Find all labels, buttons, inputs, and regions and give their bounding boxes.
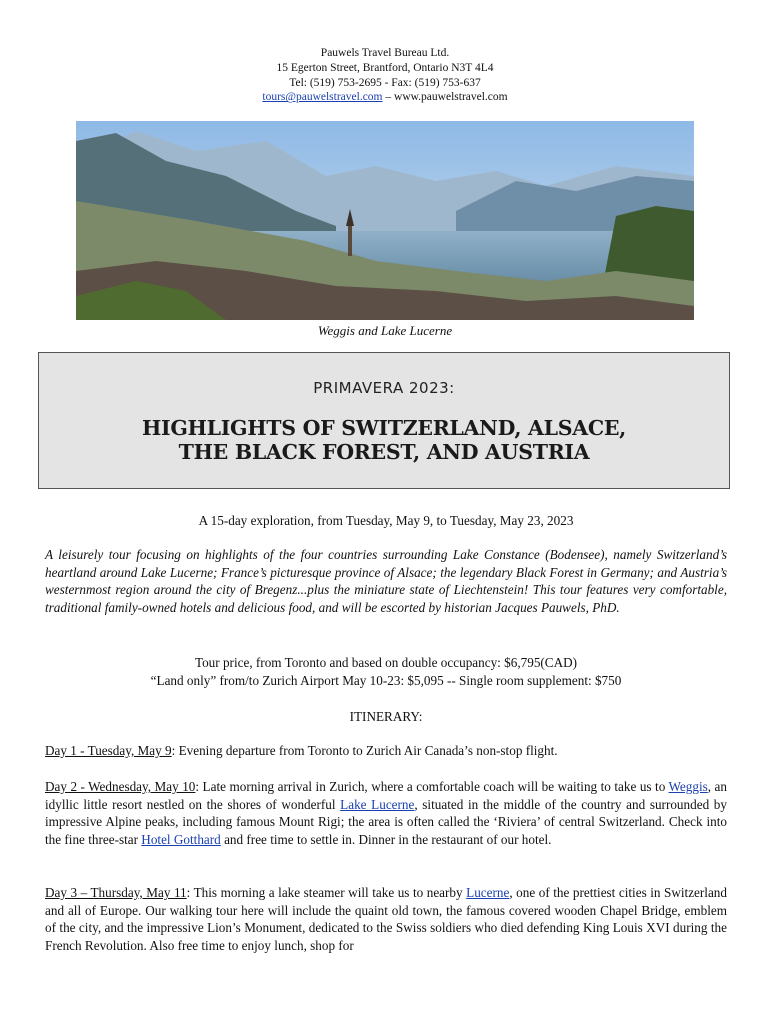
tour-title-line-2: THE BLACK FOREST, AND AUSTRIA [178,440,590,464]
hotel-gotthard-link[interactable]: Hotel Gotthard [141,831,221,847]
day-2-text-4: and free time to settle in. Dinner in the restaurant of our hotel. [220,831,552,847]
itinerary-heading: ITINERARY: [349,709,423,724]
website-text: – www.pauwelstravel.com [385,91,508,104]
day-2-label: Day 2 - Wednesday, May 10 [45,779,196,794]
day-2-text-2: , an idyllic little resort nestled on the shores of wonderful [45,779,728,812]
season-label: PRIMAVERA 2023: [313,379,455,397]
day-3-text-2: , one of the prettiest cities in Switzerland and all of Europe. Our walking tour here will include the quaint old town, the famous covered wooden Chapel Bridge, emblem of the city, and the impressive Lion’s Monument, dedicated to the Swiss soldiers who died defending King Louis XVI during the French Revolution. Also free time to enjoy lunch, shop for [45,885,727,953]
landscape-photo [76,121,694,320]
day-2-text-3: , situated in the middle of the country and surrounded by impressive Alpine peaks, including famous Mount Rigi; the area is often called the ‘Riviera’ of central Switzerland. Check into the fine three-star [45,796,727,847]
company-name: Pauwels Travel Bureau Ltd. [320,47,450,59]
company-phone-fax: Tel: (519) 753-2695 - Fax: (519) 753-637 [289,76,481,89]
lucerne-link[interactable]: Lucerne [466,885,510,900]
day-2-text-1: : Late morning arrival in Zurich, where a comfortable coach will be waiting to take us to [195,779,669,794]
day-1-text: : Evening departure from Toronto to Zurich Air Canada’s non-stop flight. [171,743,558,758]
day-1-label: Day 1 - Tuesday, May 9 [45,743,172,758]
price-line-2: “Land only” from/to Zurich Airport May 10-23: $5,095 -- Single room supplement: $750 [150,672,622,688]
pricing [45,654,727,689]
tour-title-line-1: HIGHLIGHTS OF SWITZERLAND, ALSACE, [141,416,627,440]
tour-description: A leisurely tour focusing on highlights of the four countries surrounding Lake Constance (Bodensee), namely Switzerland’s heartland around Lake Lucerne; France’s picturesque province of Alsace; the legendary Black Forest in Germany; and Austria’s westernmost region around the city of Bregenz...plus the miniature state of Liechtenstein! This tour features very comfortable, traditional family-owned hotels and delicious food, and will be escorted by historian Jacques Pauwels, PhD. [45,547,727,615]
company-address: 15 Egerton Street, Brantford, Ontario N3T 4L4 [276,61,494,74]
day-3-label: Day 3 – Thursday, May 11 [45,885,187,900]
weggis-link[interactable]: Weggis [668,779,708,794]
photo-caption: Weggis and Lake Lucerne [317,323,453,338]
price-line-1: Tour price, from Toronto and based on double occupancy: $6,795(CAD) [194,655,578,670]
email-link[interactable]: tours@pauwelstravel.com [262,91,383,104]
tour-title-box [38,352,730,489]
day-2-entry [45,778,727,848]
day-1-entry [45,742,727,760]
tour-title [39,416,729,464]
day-3-text-1: : This morning a lake steamer will take us to nearby [186,885,467,900]
contact-line [0,90,770,105]
lake-lucerne-link[interactable]: Lake Lucerne [340,796,415,812]
tour-dates: A 15-day exploration, from Tuesday, May 9, to Tuesday, May 23, 2023 [198,513,574,528]
day-3-entry [45,884,727,954]
letterhead [0,46,770,105]
